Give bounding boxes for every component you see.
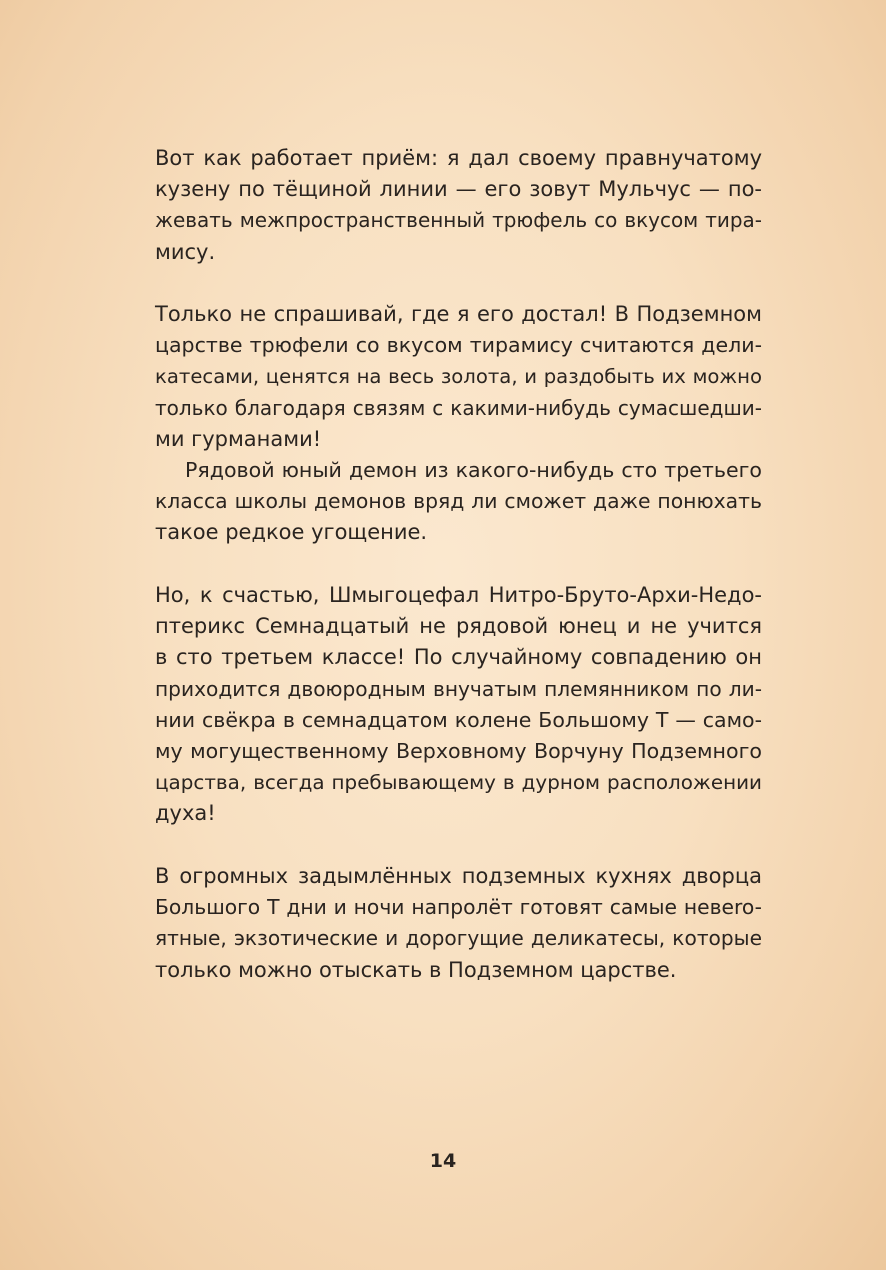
- text-line: духа!: [155, 801, 216, 826]
- text-line: Большого Т дни и ночи напролёт готовят самые невero-: [155, 895, 762, 920]
- page-number: 14: [429, 1150, 457, 1172]
- text-line: только можно отыскать в Подземном царстве.: [155, 957, 677, 982]
- text-line: птерикс Семнадцатый не рядовой юнец и не учится: [155, 614, 762, 639]
- paragraph-2: [155, 299, 762, 455]
- text-line: му могущественному Верховному Ворчуну Подземного: [155, 738, 762, 763]
- text-line: царства, всегда пребывающему в дурном расположении: [155, 771, 762, 795]
- text-line: Но, к счастью, Шмыгоцефал Нитро-Бруто-Архи-Недо-: [155, 583, 762, 607]
- text-line: жевать межпространственный трюфель со вкусом тира-: [155, 208, 762, 233]
- text-line: приходится двоюродным внучатым племянником по ли-: [155, 676, 762, 701]
- text-line: Только не спрашивай, где я его достал! В Подземном: [155, 302, 762, 326]
- text-line: царстве трюфели со вкусом тирамису считаются дели-: [155, 333, 762, 358]
- text-line: ми гурманами!: [155, 426, 322, 451]
- text-line: только благодаря связям с какими-нибудь сумасшедши-: [155, 395, 762, 420]
- text-line: нии свёкра в семнадцатом колене Большому Т — само-: [155, 707, 762, 732]
- text-line: катесами, ценятся на весь золота, и раздобыть их можно: [155, 365, 762, 389]
- text-line: класса школы демонов вряд ли сможет даже понюхать: [155, 489, 762, 514]
- text-line: ятные, экзотические и дорогущие деликатесы, которые: [155, 926, 762, 951]
- paragraph-1: [155, 143, 762, 268]
- text-line: мису.: [155, 239, 216, 264]
- text-line: в сто третьем классе! По случайному совпадению он: [155, 645, 762, 670]
- text-line: Вот как работает приём: я дал своему правнучатому: [155, 146, 762, 170]
- text-line: такое редкое угощение.: [155, 520, 428, 545]
- text-line: В огромных задымлённых подземных кухнях дворца: [155, 864, 762, 888]
- paragraph-3: [155, 455, 762, 549]
- text-line: кузену по тёщиной линии — его зовут Мульчус — по-: [155, 177, 762, 202]
- paragraph-5: [155, 861, 762, 986]
- paragraph-4: [155, 580, 762, 830]
- text-line: Рядовой юный демон из какого-нибудь сто третьего: [185, 458, 762, 482]
